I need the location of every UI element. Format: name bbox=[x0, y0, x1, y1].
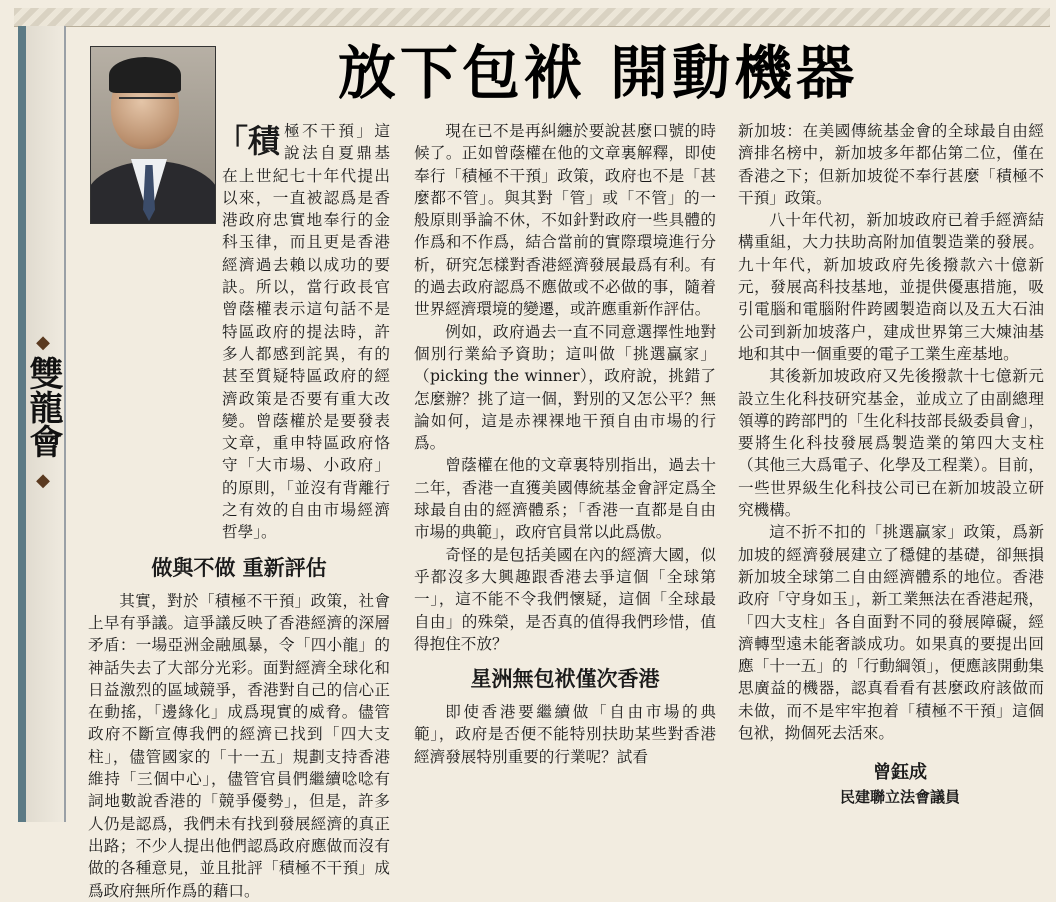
article-paragraph: 曾蔭權在他的文章裏特別指出，過去十二年，香港一直獲美國傳統基金會評定爲全球最自由的經濟體系；「香港一直都是自由市場的典範」，政府官員常以此爲傲。 bbox=[414, 456, 716, 542]
author-name: 曾鈺成 bbox=[873, 762, 927, 783]
article-paragraph: 其實，對於「積極不干預」政策，社會上早有爭議。這爭議反映了香港經濟的深層矛盾：一場亞洲金融風暴，令「四小龍」的神話失去了大部分光彩。面對經濟全球化和日益激烈的區域競爭，香港對自己的信心正在動搖，「邊緣化」成爲現實的威脅。儘管政府不斷宣傳我們的經濟已找到「四大支柱」，儘管國家的「十一五」規劃支持香港維持「三個中心」，儘管官員們繼續唸唸有詞地數說香港的「競爭優勢」，但是，許多人仍是認爲，我們未有找到發展經濟的真正出路；不少人提出他們認爲政府應做而沒有做的各種意見，並且批評「積極不干預」成爲政府無所作爲的藉口。 bbox=[88, 591, 390, 900]
diamond-icon: ◆ bbox=[36, 470, 50, 491]
article-paragraph: 其後新加坡政府又先後撥款十七億新元設立生化科技研究基金，並成立了由副總理領導的跨部門的「生化科技部長級委員會」，要將生化科技發展爲製造業的第四大支柱（其他三大爲電子、化學及工程業）。目前，一些世界級生化科技公司已在新加坡設立研究機構。 bbox=[738, 367, 1044, 520]
article-paragraph bbox=[216, 120, 390, 544]
photo-hair bbox=[109, 57, 181, 93]
article-column-1 bbox=[88, 120, 390, 902]
diamond-icon: ◆ bbox=[36, 332, 50, 353]
column-name bbox=[20, 330, 66, 494]
article-paragraph: 新加坡：在美國傳統基金會的全球最自由經濟排名榜中，新加坡多年都佔第二位，僅在香港之下；但新加坡從不奉行甚麼「積極不干預」政策。 bbox=[738, 122, 1044, 207]
article-column-2 bbox=[414, 120, 716, 768]
column-name-text: 雙龍會 bbox=[23, 356, 63, 458]
paragraph-text: 極不干預」這說法自夏鼎基在上世紀七十年代提出以來，一直被認爲是香港政府忠實地奉行的金科玉律，而且更是香港經濟過去賴以成功的要訣。所以，當行政長官曾蔭權表示這句話不是特區政府的提法時，許多人都感到詫異，有的甚至質疑特區政府的經濟政策是否要有重大改變。曾蔭權於是要發表文章，重申特區政府恪守「大市場、小政府」的原則，「並沒有背離行之有效的自由市場經濟哲學」。 bbox=[222, 122, 390, 542]
article-paragraph: 例如，政府過去一直不同意選擇性地對個別行業給予資助；這叫做「挑選贏家」（picking the winner），政府說，挑錯了怎麼辦？挑了這一個，對別的又怎公平？無論如何，這是赤裸裸地干預自由市場的行爲。 bbox=[414, 322, 716, 453]
page-title: 放下包袱 開動機器 bbox=[337, 39, 859, 107]
photo-glasses bbox=[119, 97, 175, 111]
author-byline bbox=[800, 760, 1000, 808]
article-paragraph: 即使香港要繼續做「自由市場的典範」，政府是否便不能特別扶助某些對香港經濟發展特別重要的行業呢？試看 bbox=[414, 703, 716, 766]
dropcap: 「積 bbox=[216, 122, 281, 160]
article-paragraph: 這不折不扣的「挑選贏家」政策，爲新加坡的經濟發展建立了穩健的基礎，卻無損新加坡全球第二自由經濟體系的地位。香港政府「守身如玉」，新工業無法在香港起飛，「四大支柱」各自面對不同的發展障礙，經濟轉型遠未能奢談成功。如果真的要提出回應「十一五」的「行動綱領」，便應該開動集思廣益的機器，認真看看有甚麼政府該做而未做，而不是牢牢抱着「積極不干預」這個包袱，拗個死去活來。 bbox=[738, 523, 1044, 743]
article-paragraph: 現在已不是再糾纏於要說甚麼口號的時候了。正如曾蔭權在他的文章裏解釋，即使奉行「積極不干預」政策，政府也不是「甚麼都不管」。與其對「管」或「不管」的一般原則爭論不休，不如針對政府一些具體的作爲和不作爲，結合當前的實際環境進行分析，研究怎樣對香港經濟發展最爲有利。有的過去政府認爲不應做或不必做的事，隨着世界經濟環境的變遷，或許應重新作評估。 bbox=[414, 122, 716, 319]
article-column-3 bbox=[738, 120, 1044, 744]
top-decorative-band bbox=[14, 8, 1050, 27]
article-paragraph: 八十年代初，新加坡政府已着手經濟結構重組，大力扶助高附加值製造業的發展。九十年代，新加坡政府先後撥款六十億新元，發展高科技基地，並提供優惠措施，吸引電腦和電腦附件跨國製造商以及五大石油公司到新加坡落户，建成世界第三大煉油基地和其中一個重要的電子工業生産基地。 bbox=[738, 211, 1044, 363]
subheading: 星洲無包袱僅次香港 bbox=[470, 667, 660, 692]
subheading: 做與不做 重新評估 bbox=[151, 555, 327, 580]
article-paragraph: 奇怪的是包括美國在內的經濟大國，似乎都沒多大興趣跟香港去爭這個「全球第一」，這不能不令我們懷疑，這個「全球最自由」的殊榮，是否真的值得我們珍惜，值得抱住不放？ bbox=[414, 545, 716, 653]
author-title: 民建聯立法會議員 bbox=[839, 788, 960, 806]
